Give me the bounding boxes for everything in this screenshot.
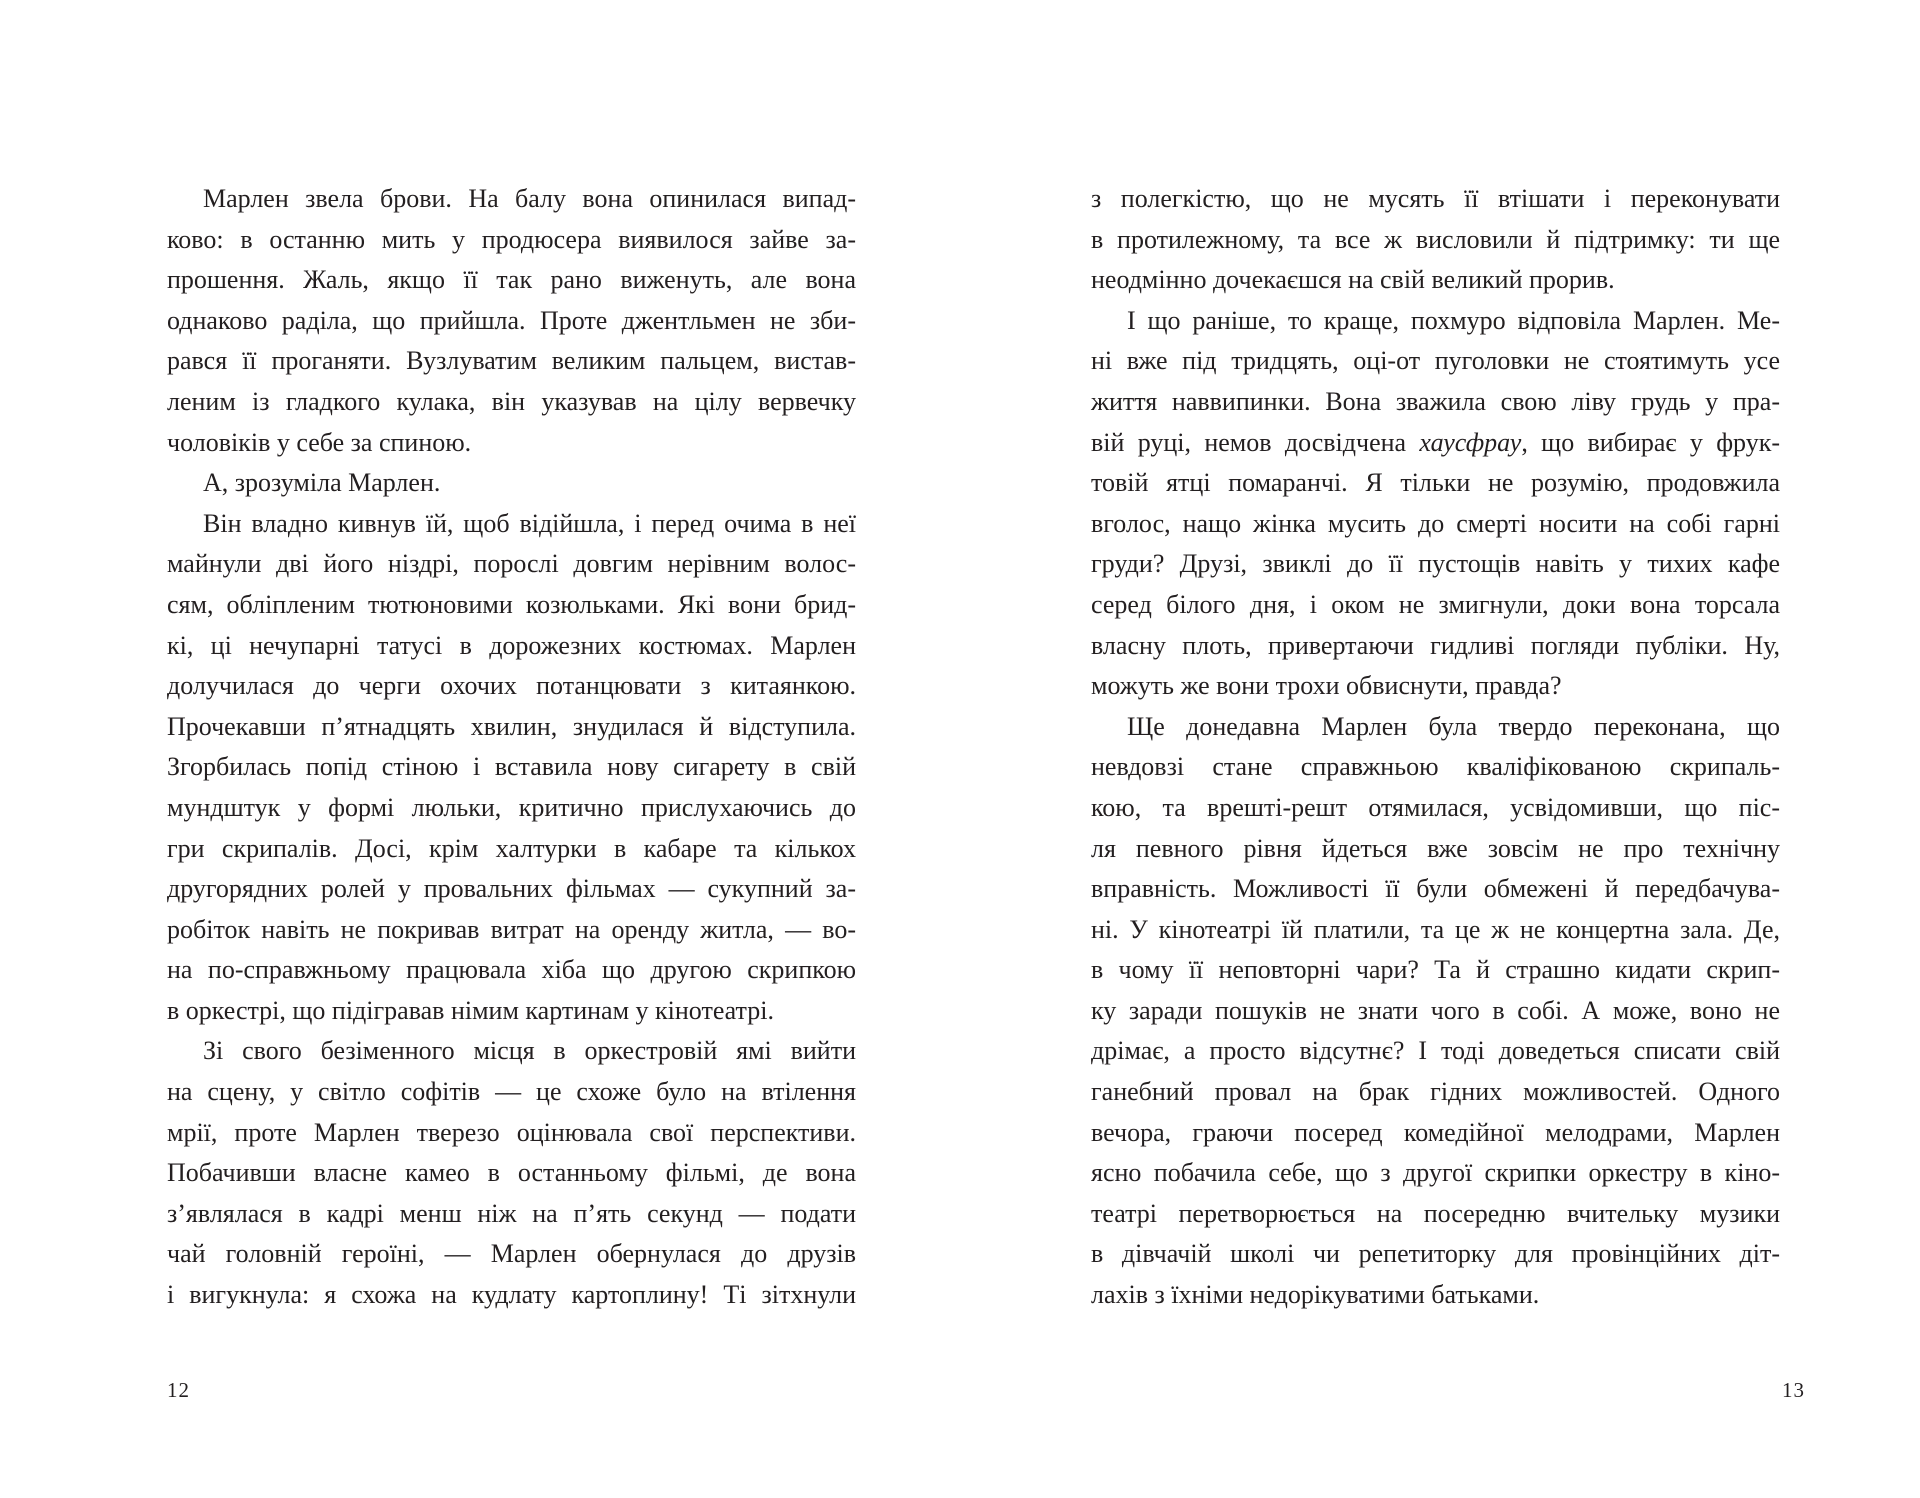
text-line: Марлен звела брови. На балу вона опинилася випад- — [203, 184, 856, 213]
text-line: вголос, нащо жінка мусить до смерті носити на собі гарні — [1091, 508, 1780, 538]
text-line: кою, та врешті-решт отямилася, усвідомивши, що піс- — [1091, 792, 1780, 822]
text-line: товій ятці помаранчі. Я тільки не розумію, продовжила — [1091, 468, 1780, 498]
text-line: майнули дві його ніздрі, порослі довгим нерівним волос- — [167, 549, 856, 579]
text-line: сям, обліпленим тютюновими козюльками. Які вони брид- — [167, 589, 856, 619]
text-line: і вигукнула: я схожа на кудлату картоплину! Ті зітхнули — [167, 1280, 856, 1310]
text-run: вій руці, немов досвідчена — [1091, 427, 1420, 457]
text-line: леним із гладкого кулака, він указував на цілу вервечку — [167, 386, 856, 416]
text-line: прошення. Жаль, якщо її так рано виженуть, але вона — [167, 265, 856, 295]
text-line: Згорбилась попід стіною і вставила нову сигарету в свій — [167, 752, 856, 782]
text-line: ля певного рівня йдеться вже зовсім не про технічну — [1091, 833, 1780, 863]
text-line: можуть же вони трохи обвиснути, правда? — [1091, 671, 1562, 701]
text-line: чай головній героїні, — Марлен обернулася до друзів — [167, 1239, 856, 1269]
text-line: дрімає, а просто відсутнє? І тоді доведеться списати свій — [1091, 1036, 1780, 1066]
text-line: груди? Друзі, звиклі до її пустощів навіть у тихих кафе — [1091, 549, 1780, 579]
text-line: Побачивши власне камео в останньому фільмі, де вона — [167, 1158, 856, 1188]
text-line: в дівчачій школі чи репетиторку для провінційних діт- — [1091, 1239, 1780, 1269]
text-line: однаково раділа, що прийшла. Проте джентльмен не зби- — [167, 305, 856, 335]
text-line: долучилася до черги охочих потанцювати з китаянкою. — [167, 671, 856, 701]
text-line: вечора, граючи посеред комедійної мелодрами, Марлен — [1091, 1117, 1780, 1147]
page-number-left: 12 — [167, 1378, 190, 1402]
text-line: ні вже під тридцять, оці-от пуголовки не стоятимуть усе — [1091, 346, 1780, 376]
text-line: Прочекавши п’ятнадцять хвилин, знудилася й відступила. — [167, 711, 856, 741]
text-line: Зі свого безіменного місця в оркестровій ямі вийти — [203, 1036, 856, 1066]
text-line: з’являлася в кадрі менш ніж на п’ять секунд — подати — [167, 1198, 856, 1228]
text-line: власну плоть, привертаючи гидливі погляди публіки. Ну, — [1091, 630, 1780, 660]
text-line: лахів з їхніми недорікуватими батьками. — [1091, 1280, 1540, 1310]
text-line: невдовзі стане справжньою кваліфікованою скрипаль- — [1091, 752, 1780, 782]
text-line: другорядних ролей у провальних фільмах — сукупний за- — [167, 874, 856, 904]
text-line: в оркестрі, що підігравав німим картинам у кінотеатрі. — [167, 995, 774, 1025]
text-line: чоловіків у себе за спиною. — [167, 427, 472, 457]
text-line: ку заради пошуків не знати чого в собі. А може, воно не — [1091, 995, 1780, 1025]
text-line: на сцену, у світло софітів — це схоже було на втілення — [167, 1077, 856, 1107]
text-line: І що раніше, то краще, похмуро відповіла Марлен. Ме- — [1127, 305, 1780, 335]
right-page — [1091, 179, 1780, 1316]
text-line: Він владно кивнув їй, щоб відійшла, і перед очима в неї — [203, 508, 856, 538]
italic-word: хаусфрау — [1419, 427, 1522, 457]
text-line: кі, ці нечупарні татусі в дорожезних костюмах. Марлен — [167, 630, 856, 660]
text-line: ково: в останню мить у продюсера виявилося зайве за- — [167, 224, 856, 254]
text-line: рався її проганяти. Вузлуватим великим пальцем, вистав- — [167, 346, 856, 376]
page-number-right: 13 — [1782, 1378, 1805, 1402]
text-line-with-italic — [1091, 423, 1780, 464]
text-line: неодмінно дочекаєшся на свій великий прорив. — [1091, 265, 1615, 295]
text-line: в чому її неповторні чари? Та й страшно кидати скрип- — [1091, 955, 1780, 985]
text-line: ясно побачила себе, що з другої скрипки оркестру в кіно- — [1091, 1158, 1780, 1188]
text-line: мундштук у формі люльки, критично прислухаючись до — [167, 792, 856, 822]
text-line: театрі перетворюється на посередню вчительку музики — [1091, 1198, 1780, 1228]
text-line: життя наввипинки. Вона зважила свою ліву грудь у пра- — [1091, 386, 1780, 416]
text-line: з полегкістю, що не мусять її втішати і переконувати — [1091, 184, 1780, 213]
text-line: робіток навіть не покривав витрат на оренду житла, — во- — [167, 914, 856, 944]
text-line: гри скрипалів. Досі, крім халтурки в кабаре та кількох — [167, 833, 856, 863]
text-run: , що вибирає у фрук- — [1521, 427, 1780, 457]
left-page — [167, 179, 856, 1316]
text-line: мрії, проте Марлен тверезо оцінювала свої перспективи. — [167, 1117, 856, 1147]
text-line: ні. У кінотеатрі їй платили, та це ж не концертна зала. Де, — [1091, 914, 1780, 944]
text-line: на по-справжньому працювала хіба що другою скрипкою — [167, 955, 856, 985]
text-line: А, зрозуміла Марлен. — [203, 468, 441, 498]
text-line: в протилежному, та все ж висловили й підтримку: ти ще — [1091, 224, 1780, 254]
text-line: серед білого дня, і оком не змигнули, доки вона торсала — [1091, 589, 1780, 619]
text-line: Ще донедавна Марлен була твердо переконана, що — [1127, 711, 1780, 741]
text-line: вправність. Можливості її були обмежені й передбачува- — [1091, 874, 1780, 904]
text-line: ганебний провал на брак гідних можливостей. Одного — [1091, 1077, 1780, 1107]
